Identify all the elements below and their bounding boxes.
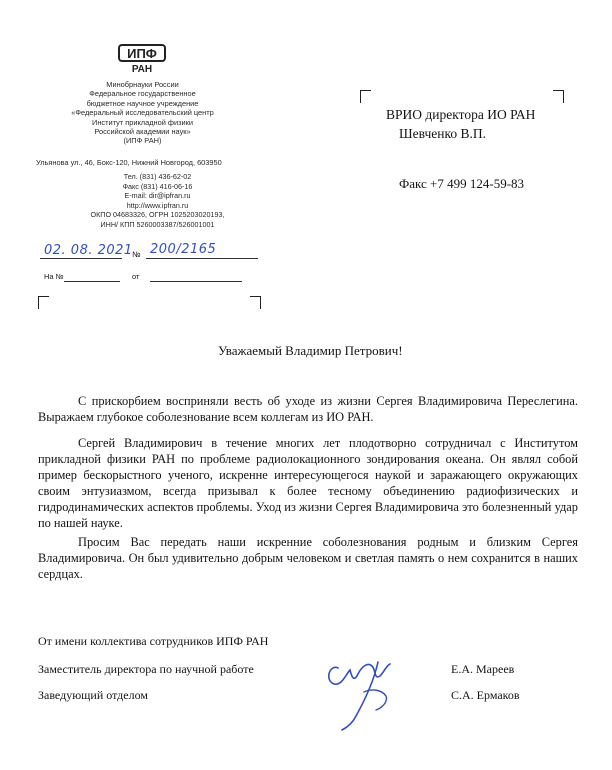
number-label: № (132, 250, 141, 259)
salutation: Уважаемый Владимир Петрович! (218, 343, 403, 358)
letterhead-line: бюджетное научное учреждение (86, 98, 199, 108)
from-underline (150, 281, 242, 282)
addressee-fax: Факс +7 499 124-59-83 (399, 176, 525, 191)
letterhead-block (40, 80, 245, 146)
body-paragraph: С прискорбием восприняли весть об уходе из жизни Сергея Владимировича Переслегина. Выражаем глубокое соболезнование всем коллегам из ИО РАН. (38, 394, 578, 424)
contact-okpo: ОКПО 04683326, ОГРН 1025203020193, (90, 210, 225, 220)
handwritten-date: 02. 08. 2021 (44, 243, 133, 258)
corner-mark (38, 296, 49, 309)
letterhead-line: Федеральное государственное (89, 89, 196, 99)
number-underline (146, 258, 258, 259)
logo-text: ИПФ (127, 46, 157, 61)
body-paragraph: Просим Вас передать наши искренние соболезнования родным и близким Сергея Владимировича. Он был удивительно добрым человеком и светлая память о нем сохранится в наших сердцах. (38, 535, 578, 581)
logo-subtext: РАН (131, 64, 153, 74)
handwritten-number: 200/2165 (150, 242, 217, 257)
corner-mark (250, 296, 261, 309)
letterhead-line: Институт прикладной физики (92, 117, 193, 127)
corner-mark (360, 90, 371, 103)
contact-inn: ИНН/ КПП 5260003387/526001001 (100, 219, 215, 229)
letterhead-line: (ИПФ РАН) (123, 136, 162, 146)
letterhead-address: Ульянова ул., 46, Бокс-120, Нижний Новгород, 603950 (36, 158, 222, 167)
addressee-name: Шевченко В.П. (399, 126, 486, 141)
signature-position: Заместитель директора по научной работе (38, 662, 254, 676)
on-behalf-line: От имени коллектива сотрудников ИПФ РАН (38, 634, 269, 648)
signature-name: С.А. Ермаков (451, 688, 520, 702)
letterhead-line: Минобрнауки России (106, 80, 179, 89)
corner-mark (553, 90, 564, 103)
reference-label: На № (44, 272, 64, 281)
signature-name: Е.А. Мареев (451, 662, 515, 676)
logo-emblem-icon (118, 44, 166, 74)
body-paragraph: Сергей Владимирович в течение многих лет плодотворно сотрудничал с Институтом прикладной физики РАН по проблеме радиолокационного зондирования океана. Он являл собой пример бескорыстного ученого, искренне интересующегося наукой и заражающего окружающих своим энтузиазмом, всегда призывал к более тесному объединению радиофизических и гидродинамических аспектов проблемы. Уход из жизни Сергея Владимировича это болезненный удар по нашей науке. (38, 436, 578, 530)
handwritten-signature (316, 640, 408, 732)
signature-scribble-icon (316, 640, 408, 732)
contact-phone: Тел. (831) 436-62-02 (123, 172, 192, 181)
signature-position: Заведующий отделом (38, 688, 148, 702)
addressee-title: ВРИО директора ИО РАН (386, 107, 536, 122)
contact-email: E-mail: dir@ipfran.ru (124, 191, 191, 201)
date-underline (40, 258, 122, 259)
contact-block (40, 172, 275, 230)
letterhead-line: Российской академии наук» (94, 127, 191, 137)
from-label: от (132, 272, 140, 281)
contact-fax: Факс (831) 416-06-16 (122, 181, 193, 191)
letterhead-line: «Федеральный исследовательский центр (71, 108, 214, 118)
institute-logo (118, 44, 166, 74)
contact-website: http://www.ipfran.ru (126, 200, 189, 210)
reference-underline (64, 281, 120, 282)
